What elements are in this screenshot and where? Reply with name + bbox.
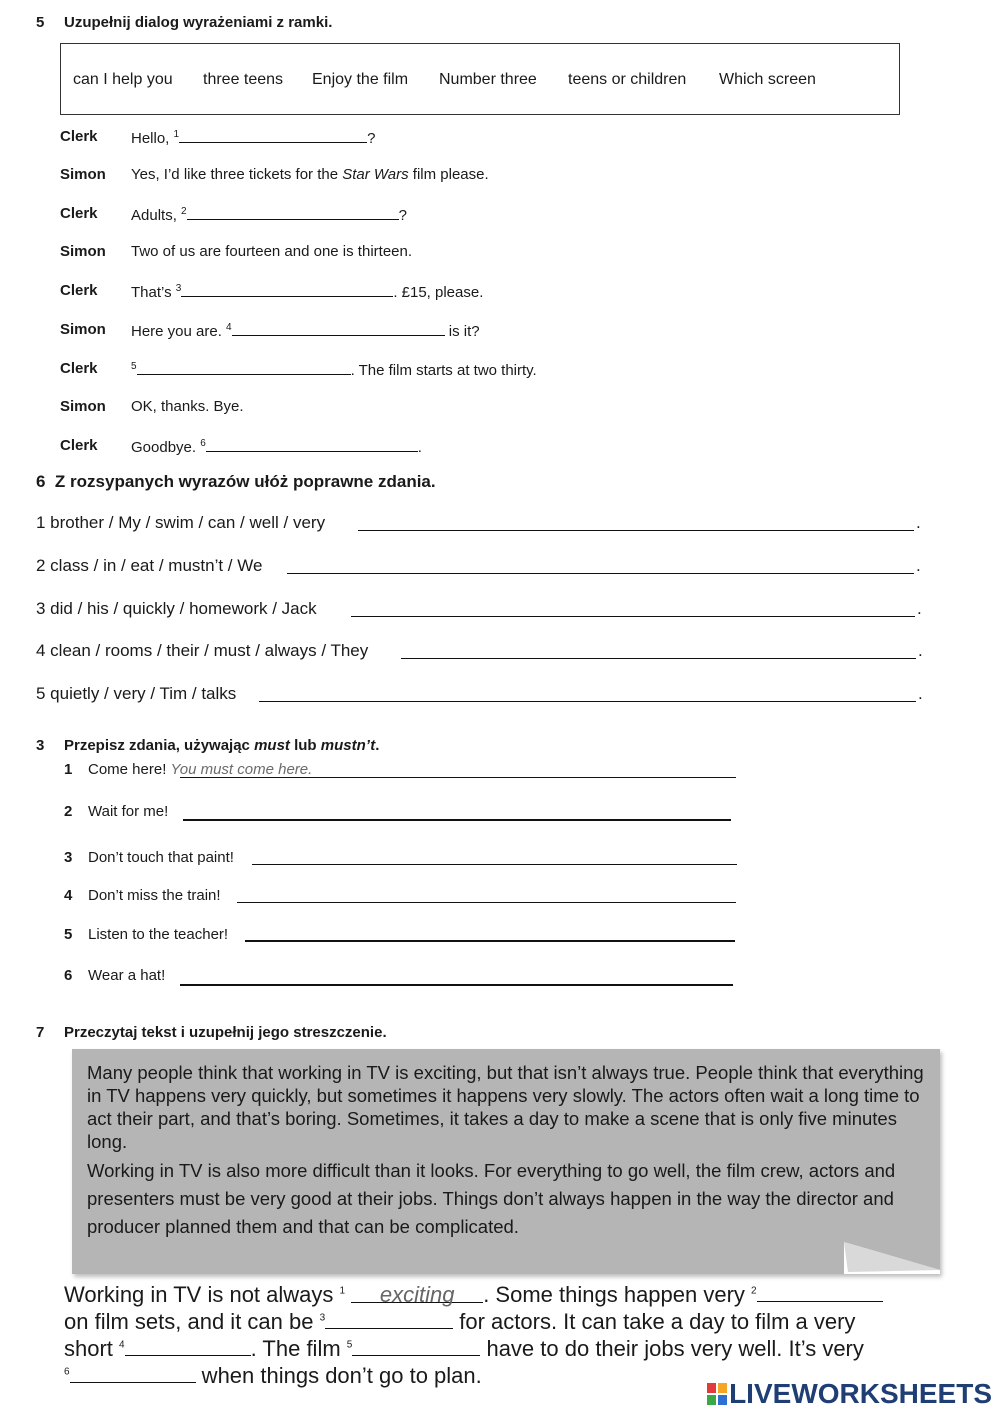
summary-blank[interactable] (352, 1335, 480, 1356)
word-option[interactable]: teens or children (568, 71, 687, 88)
dialog-line: Two of us are fourteen and one is thirteen. (131, 243, 413, 260)
scrambled-item: 2 class / in / eat / mustn’t / We (36, 556, 263, 575)
answer-line[interactable] (180, 777, 736, 778)
answer-line[interactable] (245, 940, 735, 942)
section-3-title: 3 Przepisz zdania, używając must lub mustn’t. (36, 737, 380, 754)
speaker: Clerk (60, 437, 98, 454)
answer-blank[interactable] (179, 128, 367, 143)
answer-blank[interactable] (187, 205, 399, 220)
liveworksheets-mark-icon (707, 1383, 727, 1405)
answer-blank[interactable] (181, 282, 393, 297)
speaker: Clerk (60, 360, 98, 377)
rewrite-prompt: Wear a hat! (88, 967, 166, 984)
speaker: Clerk (60, 128, 98, 145)
reading-paragraph: Many people think that working in TV is exciting, but that isn’t always true. People think that everything in TV happens very quickly, but sometimes it happens very slowly. The actors often wait a long time to act their part, and that’s boring. Sometimes, it takes a day to make a scene that is only five minutes long. (87, 1062, 924, 1152)
rewrite-prompt: Listen to the teacher! (88, 926, 229, 943)
speaker: Simon (60, 243, 106, 260)
speaker: Simon (60, 321, 106, 338)
dialog-line: OK, thanks. Bye. (131, 398, 244, 415)
speaker: Simon (60, 398, 106, 415)
section-6-title: 6 Z rozsypanych wyrazów ułóż poprawne zdania. (36, 472, 436, 491)
answer-line[interactable] (237, 902, 736, 903)
summary-blank[interactable] (757, 1281, 883, 1302)
dialog-line: Adults, $^2$ ? (131, 206, 407, 224)
word-option[interactable]: three teens (203, 71, 284, 88)
speaker: Simon (60, 166, 106, 183)
dialog-line: Goodbye. $^6$ . (131, 438, 422, 456)
rewrite-prompt: Don’t touch that paint! (88, 849, 234, 866)
summary-line: $^6$ when things don’t go to plan. (64, 1363, 482, 1388)
answer-line[interactable] (180, 984, 733, 986)
dialog-line: $^5$ . The film starts at two thirty. (131, 361, 537, 379)
summary-blank[interactable] (351, 1282, 483, 1307)
speaker: Clerk (60, 282, 98, 299)
summary-blank[interactable] (70, 1362, 196, 1383)
word-option[interactable]: Number three (439, 71, 537, 88)
summary-line: on film sets, and it can be $^3$ for actors. It can take a day to film a very (64, 1309, 856, 1334)
page-curl-icon (844, 1242, 940, 1274)
liveworksheets-logo: LIVEWORKSHEETS (707, 1378, 992, 1410)
scrambled-item: 3 did / his / quickly / homework / Jack (36, 599, 317, 618)
dialog-line: Here you are. $^4$ is it? (131, 322, 480, 340)
scrambled-item: 4 clean / rooms / their / must / always / They (36, 641, 369, 660)
example-answer: You must come here. (170, 761, 313, 778)
word-option[interactable]: Enjoy the film (312, 71, 409, 88)
summary-blank[interactable] (125, 1335, 251, 1356)
answer-line[interactable] (252, 864, 737, 865)
scrambled-item: 1 brother / My / swim / can / well / very (36, 513, 326, 532)
dialog-line: Yes, I’d like three tickets for the Star Wars film please. (131, 166, 489, 183)
section-7-title: 7 Przeczytaj tekst i uzupełnij jego streszczenie. (36, 1024, 387, 1041)
summary-line: Working in TV is not always $^1$ exciting . Some things happen very $^2$ (64, 1281, 883, 1308)
speaker: Clerk (60, 205, 98, 222)
section-5-title: 5 Uzupełnij dialog wyrażeniami z ramki. (36, 14, 333, 31)
rewrite-prompt: Wait for me! (88, 803, 169, 820)
word-box (60, 43, 900, 115)
answer-blank[interactable] (206, 437, 418, 452)
reading-text-note (72, 1049, 940, 1274)
answer-line[interactable] (183, 819, 731, 821)
summary-line: short $^4$ . The film $^5$ have to do their jobs very well. It’s very (64, 1336, 864, 1361)
answer-blank[interactable] (137, 360, 351, 375)
rewrite-prompt: Come here! You must come here. (88, 761, 313, 778)
word-option[interactable]: Which screen (719, 71, 816, 88)
example-answer: exciting (379, 1282, 455, 1307)
summary-blank[interactable] (325, 1308, 453, 1329)
dialog-line: Hello, $^1$ ? (131, 129, 376, 147)
reading-paragraph: Working in TV is also more difficult than it looks. For everything to go well, the film crew, actors and presenters must be very good at their jobs. Things don’t always happen in the way the director and producer planned them and that can be complicated. (87, 1160, 896, 1237)
scrambled-item: 5 quietly / very / Tim / talks (36, 684, 237, 703)
dialog-line: That’s $^3$ . £15, please. (131, 283, 484, 301)
rewrite-prompt: Don’t miss the train! (88, 887, 221, 904)
word-option[interactable]: can I help you (73, 71, 173, 88)
answer-blank[interactable] (232, 321, 445, 336)
